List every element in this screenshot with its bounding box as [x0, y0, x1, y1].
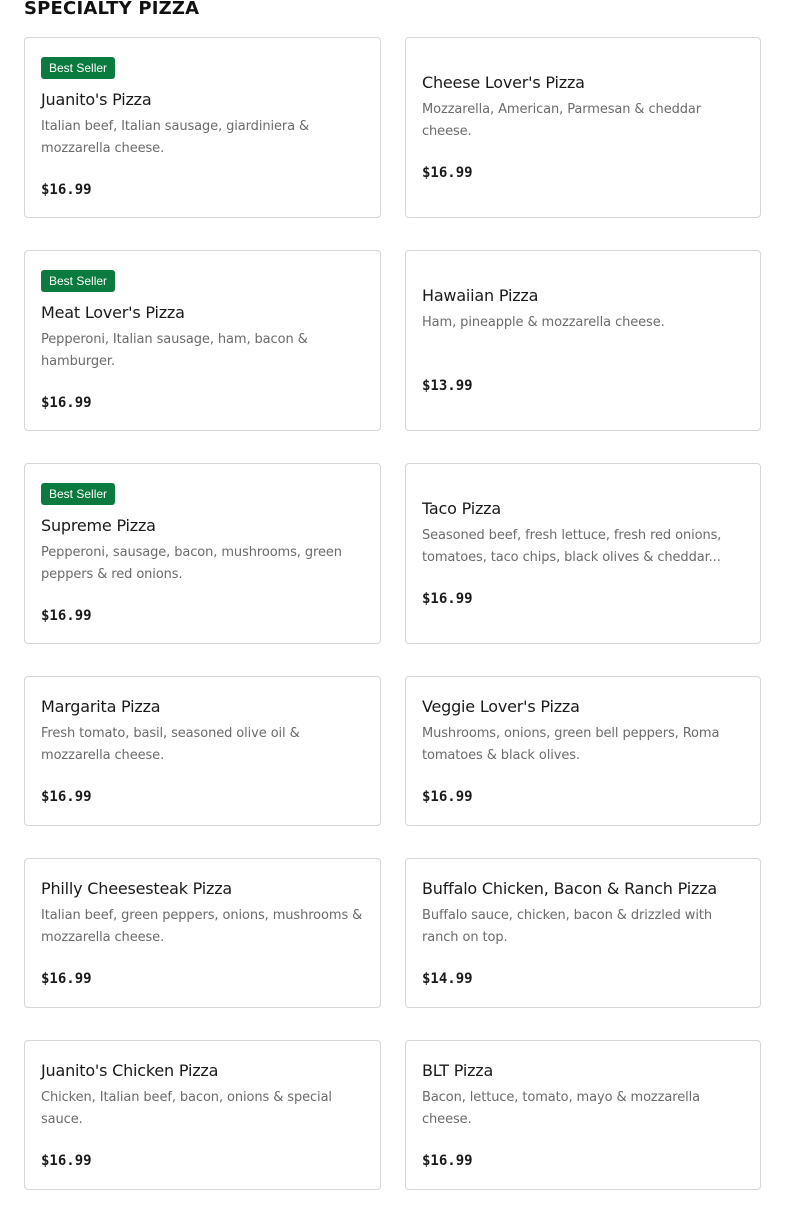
- menu-item-content: [422, 251, 744, 430]
- section-title: SPECIALTY PIZZA: [24, 0, 200, 19]
- menu-item-content: [41, 677, 364, 825]
- menu-item-name: Supreme Pizza: [41, 515, 156, 535]
- menu-item-card-margarita-pizza[interactable]: [24, 676, 381, 826]
- menu-item-name: BLT Pizza: [422, 1060, 494, 1080]
- menu-item-name: Cheese Lover's Pizza: [422, 73, 585, 92]
- menu-item-card-cheese-lover-s-pizza[interactable]: [405, 37, 761, 218]
- menu-item-content: [41, 38, 364, 217]
- menu-item-name: Meat Lover's Pizza: [41, 302, 185, 322]
- menu-item-name: Margarita Pizza: [41, 696, 161, 716]
- menu-item-name: Taco Pizza: [422, 499, 501, 518]
- menu-item-price: $16.99: [41, 394, 92, 411]
- menu-item-description: Italian beef, green peppers, onions, mushrooms & mozzarella cheese.: [41, 907, 363, 945]
- menu-item-name: Juanito's Pizza: [41, 89, 152, 109]
- menu-item-content: [422, 859, 744, 1007]
- menu-item-name: Buffalo Chicken, Bacon & Ranch Pizza: [422, 878, 717, 898]
- menu-item-card-veggie-lover-s-pizza[interactable]: [405, 676, 761, 826]
- menu-item-card-taco-pizza[interactable]: [405, 463, 761, 644]
- menu-item-card-meat-lover-s-pizza[interactable]: [24, 250, 381, 431]
- menu-item-card-blt-pizza[interactable]: [405, 1040, 761, 1190]
- menu-item-price: $14.99: [422, 970, 473, 987]
- menu-item-description: Ham, pineapple & mozzarella cheese.: [422, 315, 665, 330]
- menu-item-price: $16.99: [41, 607, 92, 624]
- menu-item-price: $16.99: [41, 1152, 92, 1169]
- menu-item-name: Philly Cheesesteak Pizza: [41, 878, 233, 898]
- menu-item-description: Mushrooms, onions, green bell peppers, Roma tomatoes & black olives.: [422, 725, 720, 763]
- menu-item-price: $16.99: [41, 181, 92, 198]
- menu-item-description: Fresh tomato, basil, seasoned olive oil & mozzarella cheese.: [41, 725, 300, 763]
- menu-item-description: Pepperoni, sausage, bacon, mushrooms, green peppers & red onions.: [41, 544, 342, 582]
- menu-item-description: Buffalo sauce, chicken, bacon & drizzled with ranch on top.: [422, 907, 712, 945]
- menu-item-price: $16.99: [422, 165, 473, 181]
- menu-item-description: Seasoned beef, fresh lettuce, fresh red onions, tomatoes, taco chips, black olives & cheddar...: [422, 528, 722, 565]
- menu-item-price: $16.99: [422, 591, 473, 607]
- menu-item-price: $16.99: [41, 970, 92, 987]
- menu-item-price: $16.99: [422, 1152, 473, 1169]
- menu-item-content: [41, 464, 364, 643]
- menu-item-card-juanito-s-chicken-pizza[interactable]: [24, 1040, 381, 1190]
- menu-item-content: [422, 464, 744, 643]
- menu-item-content: [41, 1041, 364, 1189]
- menu-item-content: [422, 677, 744, 825]
- menu-item-price: $13.99: [422, 378, 473, 394]
- menu-item-description: Italian beef, Italian sausage, giardiniera & mozzarella cheese.: [41, 118, 310, 156]
- menu-item-card-supreme-pizza[interactable]: [24, 463, 381, 644]
- menu-item-content: [41, 859, 364, 1007]
- menu-item-card-philly-cheesesteak-pizza[interactable]: [24, 858, 381, 1008]
- menu-item-description: Pepperoni, Italian sausage, ham, bacon & hamburger.: [41, 331, 308, 369]
- best-seller-badge: Best Seller: [41, 483, 115, 505]
- menu-item-name: Hawaiian Pizza: [422, 286, 539, 305]
- menu-item-name: Veggie Lover's Pizza: [422, 696, 580, 716]
- menu-item-description: Bacon, lettuce, tomato, mayo & mozzarella cheese.: [422, 1089, 700, 1127]
- menu-item-price: $16.99: [422, 788, 473, 805]
- menu-item-card-hawaiian-pizza[interactable]: [405, 250, 761, 431]
- menu-item-description: Mozzarella, American, Parmesan & cheddar cheese.: [422, 102, 702, 139]
- best-seller-badge: Best Seller: [41, 57, 115, 79]
- menu-item-content: [422, 1041, 744, 1189]
- menu-item-card-buffalo-chicken-bacon-ranch-pizza[interactable]: [405, 858, 761, 1008]
- menu-item-content: [422, 38, 744, 217]
- menu-item-price: $16.99: [41, 788, 92, 805]
- menu-item-name: Juanito's Chicken Pizza: [41, 1060, 219, 1080]
- menu-item-content: [41, 251, 364, 430]
- menu-item-card-juanito-s-pizza[interactable]: [24, 37, 381, 218]
- best-seller-badge: Best Seller: [41, 270, 115, 292]
- menu-item-description: Chicken, Italian beef, bacon, onions & special sauce.: [41, 1089, 332, 1127]
